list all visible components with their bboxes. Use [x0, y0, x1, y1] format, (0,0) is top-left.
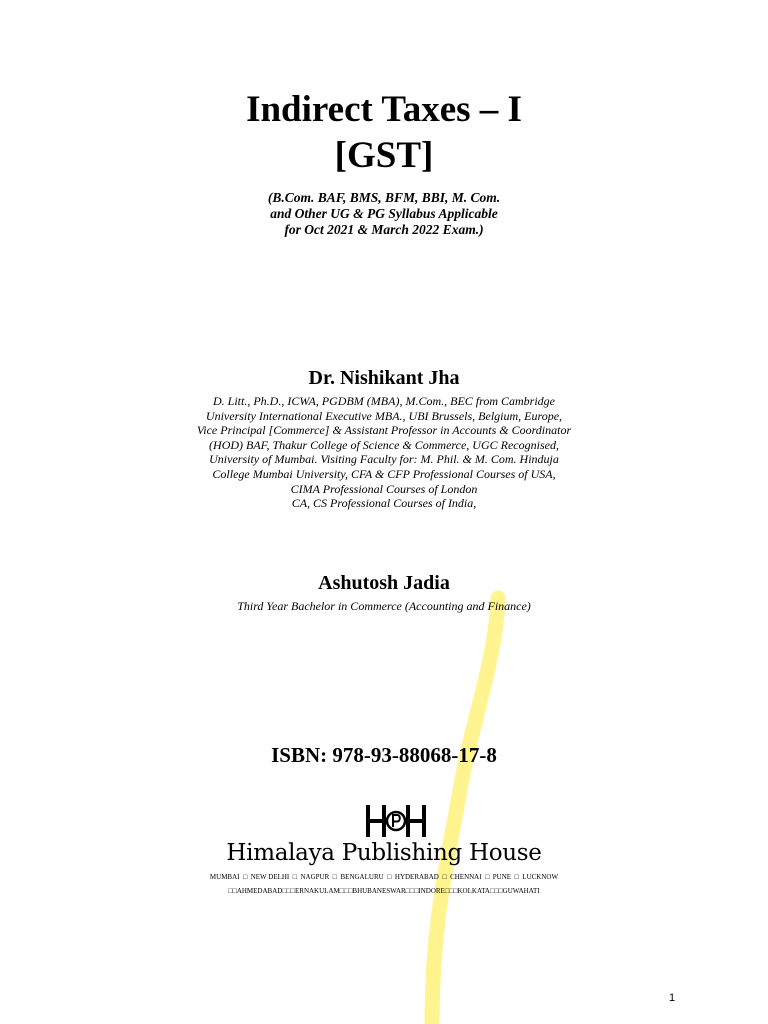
- credentials-line: University International Executive MBA., UBI Brussels, Belgium, Europe,: [205, 408, 563, 423]
- page-number: 1: [668, 992, 676, 1004]
- credentials-line: Vice Principal [Commerce] & Assistant Professor in Accounts & Coordinator: [196, 423, 572, 438]
- author-1-credentials: [0, 394, 768, 511]
- author-1-name: Dr. Nishikant Jha: [308, 367, 460, 389]
- book-title-line-1: Indirect Taxes – I: [246, 89, 522, 130]
- credentials-line: CIMA Professional Courses of London: [290, 481, 478, 496]
- isbn: ISBN: 978-93-88068-17-8: [271, 743, 497, 767]
- subtitle-line: and Other UG & PG Syllabus Applicable: [270, 206, 498, 221]
- author-2-name: Ashutosh Jadia: [318, 572, 450, 594]
- book-title-line-2: [GST]: [334, 135, 434, 176]
- publisher-cities-line-1: MUMBAI □ NEW DELHI □ NAGPUR □ BENGALURU □ HYDERABAD □ CHENNAI □ PUNE □ LUCKNOW: [209, 873, 559, 881]
- subtitle-line: for Oct 2021 & March 2022 Exam.): [284, 222, 484, 237]
- credentials-line: D. Litt., Ph.D., ICWA, PGDBM (MBA), M.Com., BEC from Cambridge: [212, 394, 556, 408]
- publisher-cities-line-2: □□AHMEDABAD□□□ERNAKULAM□□□BHUBANESWAR□□□INDORE□□□KOLKATA□□□GUWAHATI: [228, 887, 540, 895]
- credentials-line: CA, CS Professional Courses of India,: [291, 496, 477, 511]
- hph-logo-icon: [365, 803, 427, 839]
- subtitle-line: (B.Com. BAF, BMS, BFM, BBI, M. Com.: [267, 190, 501, 205]
- syllabus-subtitle: [0, 190, 768, 238]
- credentials-line: (HOD) BAF, Thakur College of Science & Commerce, UGC Recognised,: [209, 437, 559, 452]
- publisher-name: Himalaya Publishing House: [226, 840, 542, 866]
- credentials-line: College Mumbai University, CFA & CFP Professional Courses of USA,: [212, 466, 556, 481]
- author-2-role: Third Year Bachelor in Commerce (Accounting and Finance): [237, 599, 531, 613]
- credentials-line: University of Mumbai. Visiting Faculty for: M. Phil. & M. Com. Hinduja: [209, 452, 559, 467]
